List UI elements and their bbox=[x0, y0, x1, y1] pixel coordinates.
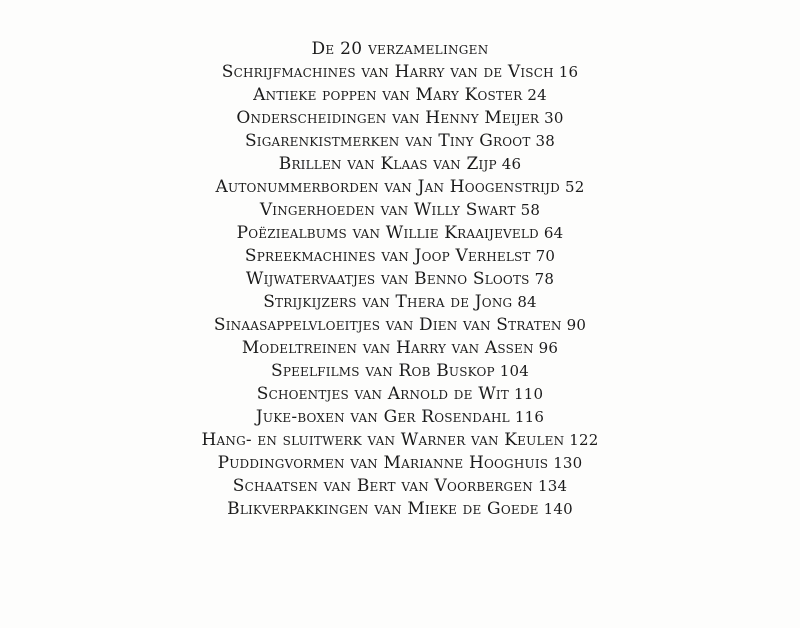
toc-entry bbox=[0, 383, 800, 406]
toc-entry-page: 30 bbox=[544, 109, 564, 127]
toc-entry bbox=[0, 107, 800, 130]
toc-entry-page: 46 bbox=[501, 155, 522, 173]
toc-entry-title: Vingerhoeden van Willy Swart bbox=[259, 200, 516, 220]
toc-entry-page: 24 bbox=[527, 86, 547, 104]
toc-entry-page: 110 bbox=[514, 385, 544, 403]
toc-entry bbox=[0, 291, 800, 314]
toc-entry bbox=[0, 130, 800, 153]
toc-entry bbox=[0, 176, 800, 199]
toc-entry bbox=[0, 429, 800, 452]
toc-entry bbox=[0, 314, 800, 337]
toc-entry-title: Onderscheidingen van Henny Meijer bbox=[236, 108, 540, 128]
toc-entry-title: Modeltreinen van Harry van Assen bbox=[241, 338, 534, 358]
toc-heading: De 20 verzamelingen bbox=[311, 39, 489, 59]
toc-entry-page: 116 bbox=[514, 408, 545, 426]
toc-entry-title: Wijwatervaatjes van Benno Sloots bbox=[245, 269, 530, 289]
toc-entry bbox=[0, 245, 800, 268]
toc-entry-page: 78 bbox=[534, 270, 555, 288]
toc-entry bbox=[0, 153, 800, 176]
toc-entry bbox=[0, 452, 800, 475]
toc-entry bbox=[0, 337, 800, 360]
toc-entry-page: 130 bbox=[553, 454, 583, 472]
toc-entry-page: 96 bbox=[538, 339, 559, 357]
toc-entry-page: 52 bbox=[564, 178, 585, 196]
toc-entry-page: 64 bbox=[543, 224, 564, 242]
toc-entry-title: Schoentjes van Arnold de Wit bbox=[256, 384, 510, 404]
toc-entry bbox=[0, 84, 800, 107]
toc-entry-title: Strijkijzers van Thera de Jong bbox=[263, 292, 513, 312]
toc-entry-page: 90 bbox=[566, 316, 587, 334]
toc-entry-page: 122 bbox=[569, 431, 599, 449]
toc-entry-title: Puddingvormen van Marianne Hooghuis bbox=[217, 453, 549, 473]
toc-entry-page: 16 bbox=[558, 63, 579, 81]
toc-entry-page: 84 bbox=[517, 293, 537, 311]
toc-entry bbox=[0, 406, 800, 429]
table-of-contents bbox=[0, 38, 800, 521]
toc-entry-title: Autonummerborden van Jan Hoogenstrijd bbox=[215, 177, 560, 197]
toc-entry-title: Poëziealbums van Willie Kraaijeveld bbox=[236, 223, 539, 243]
toc-entry-title: Speelfilms van Rob Buskop bbox=[270, 361, 495, 381]
toc-entry-title: Sinaasappelvloeitjes van Dien van Straten bbox=[213, 315, 562, 335]
toc-entry bbox=[0, 199, 800, 222]
toc-entry bbox=[0, 360, 800, 383]
toc-entry-title: Brillen van Klaas van Zijp bbox=[278, 154, 497, 174]
toc-entry-title: Hang- en sluitwerk van Warner van Keulen bbox=[201, 430, 565, 450]
toc-entry-title: Schrijfmachines van Harry van de Visch bbox=[221, 62, 554, 82]
toc-entry bbox=[0, 61, 800, 84]
toc-entry bbox=[0, 222, 800, 245]
toc-entry-page: 104 bbox=[499, 362, 530, 380]
toc-entry-title: Juke-boxen van Ger Rosendahl bbox=[255, 407, 510, 427]
toc-entry-title: Antieke poppen van Mary Koster bbox=[253, 85, 523, 105]
toc-entry bbox=[0, 475, 800, 498]
toc-entry bbox=[0, 498, 800, 521]
toc-entry-page: 140 bbox=[543, 500, 573, 518]
toc-entry-page: 38 bbox=[535, 132, 556, 150]
toc-entry-page: 58 bbox=[520, 201, 541, 219]
toc-entry-title: Sigarenkistmerken van Tiny Groot bbox=[244, 131, 531, 151]
toc-entry-title: Blikverpakkingen van Mieke de Goede bbox=[227, 499, 539, 519]
toc-entry-page: 70 bbox=[535, 247, 556, 265]
toc-entry-page: 134 bbox=[538, 477, 568, 495]
toc-entry bbox=[0, 268, 800, 291]
toc-entry-title: Schaatsen van Bert van Voorbergen bbox=[232, 476, 533, 496]
toc-entry-title: Spreekmachines van Joop Verhelst bbox=[244, 246, 531, 266]
